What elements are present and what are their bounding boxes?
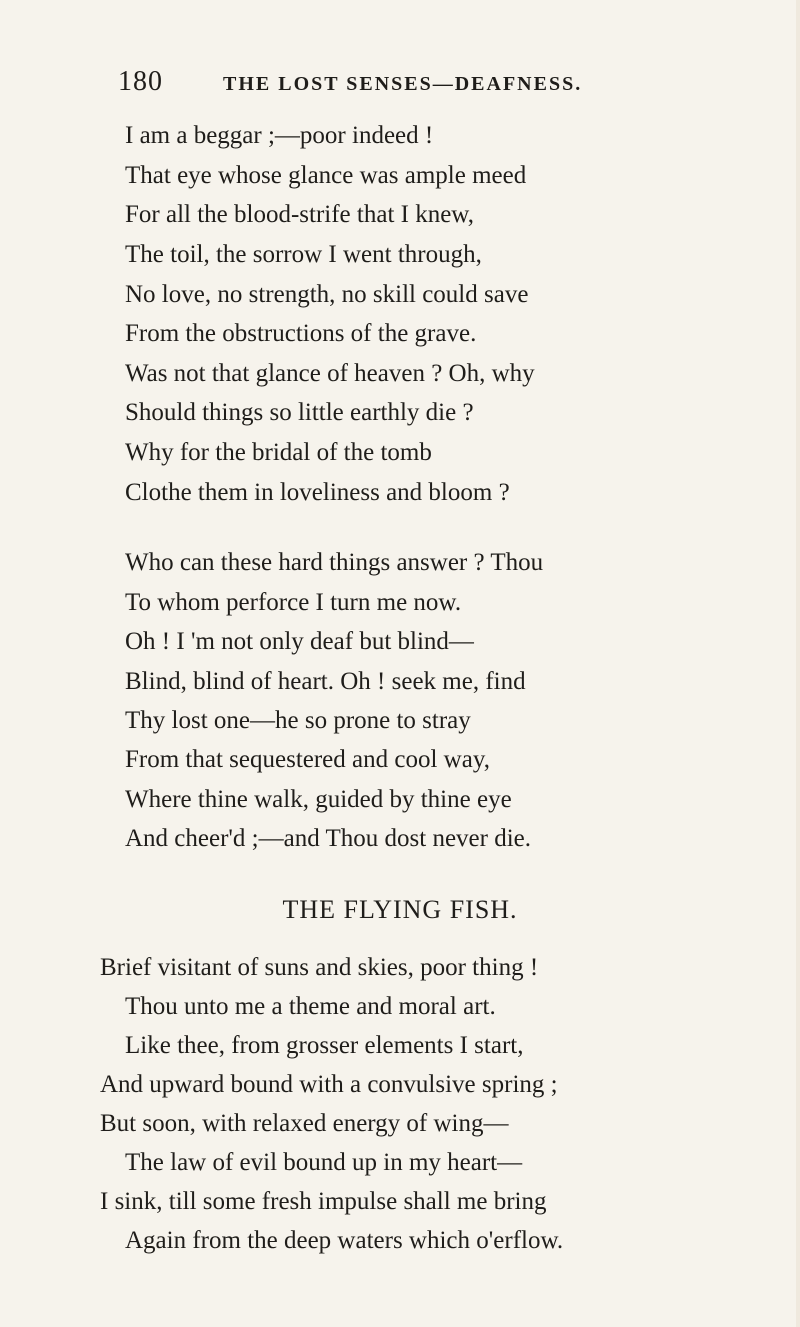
poem-line: I sink, till some fresh impulse shall me bring	[100, 1188, 547, 1215]
poem-line: Again from the deep waters which o'erflow.	[125, 1227, 564, 1254]
running-head: THE LOST SENSES—DEAFNESS.	[223, 73, 583, 95]
poem-line: But soon, with relaxed energy of wing—	[100, 1110, 509, 1137]
poem-line: Clothe them in loveliness and bloom ?	[125, 479, 510, 506]
poem-line: The toil, the sorrow I went through,	[125, 241, 482, 268]
poem-line: From the obstructions of the grave.	[125, 320, 477, 347]
poem-line: From that sequestered and cool way,	[125, 746, 490, 773]
page-edge	[796, 0, 800, 1327]
poem-line: That eye whose glance was ample meed	[125, 162, 527, 189]
poem-line: No love, no strength, no skill could save	[125, 281, 529, 308]
poem-line: Oh ! I 'm not only deaf but blind—	[125, 628, 474, 655]
poem-line: Was not that glance of heaven ? Oh, why	[125, 360, 535, 387]
poem-line: Thou unto me a theme and moral art.	[125, 993, 496, 1020]
poem-line: Why for the bridal of the tomb	[125, 439, 432, 466]
poem-line: And upward bound with a convulsive spring ;	[100, 1071, 558, 1098]
page-number: 180	[118, 66, 163, 97]
poem-line: Like thee, from grosser elements I start,	[125, 1032, 524, 1059]
poem-line: Who can these hard things answer ? Thou	[125, 549, 544, 576]
poem-title: THE FLYING FISH.	[282, 895, 518, 924]
poem-line: Where thine walk, guided by thine eye	[125, 786, 512, 813]
poem-line: The law of evil bound up in my heart—	[125, 1149, 523, 1176]
poem-line: And cheer'd ;—and Thou dost never die.	[125, 825, 532, 852]
poem-line: To whom perforce I turn me now.	[125, 589, 462, 616]
poem-line: Should things so little earthly die ?	[125, 399, 474, 426]
poem-line: Brief visitant of suns and skies, poor thing !	[100, 954, 539, 981]
poem-line: I am a beggar ;—poor indeed !	[125, 122, 434, 149]
poem-line: Blind, blind of heart. Oh ! seek me, find	[125, 668, 526, 695]
poem-line: Thy lost one—he so prone to stray	[125, 707, 471, 734]
poem-line: For all the blood-strife that I knew,	[125, 201, 474, 228]
